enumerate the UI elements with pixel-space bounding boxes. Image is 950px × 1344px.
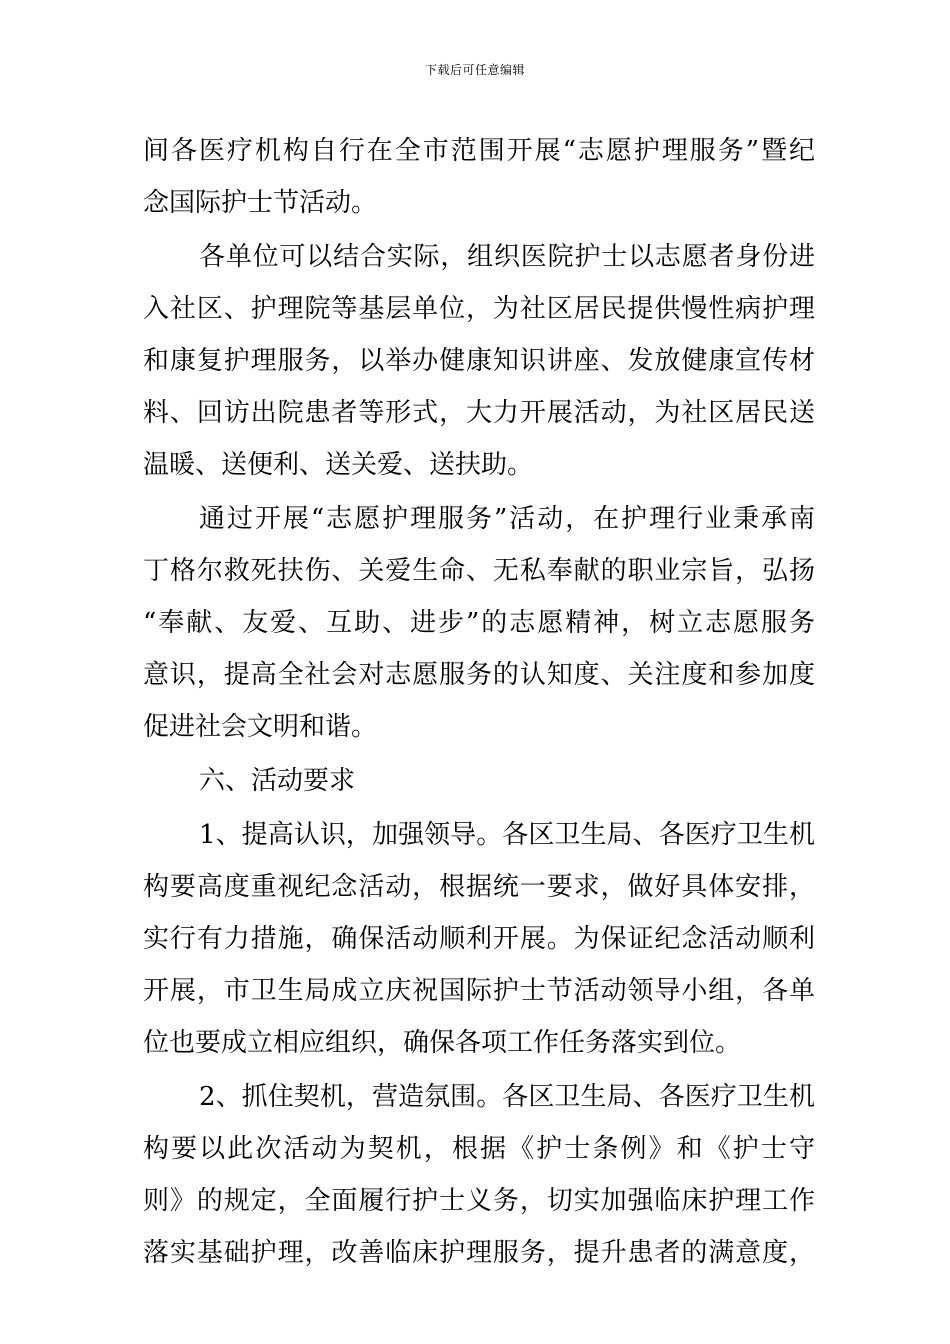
text-line: 构要高度重视纪念活动，根据统一要求，做好具体安排， bbox=[143, 872, 815, 902]
paragraph bbox=[143, 809, 815, 1069]
text-line: 入社区、护理院等基层单位，为社区居民提供慢性病护理 bbox=[143, 294, 815, 324]
text-line: 落实基础护理，改善临床护理服务，提升患者的满意度， bbox=[143, 1238, 815, 1268]
text-line: 间各医疗机构自行在全市范围开展“志愿护理服务”暨纪 bbox=[143, 136, 815, 166]
heading-line: 六、活动要求 bbox=[199, 766, 356, 796]
text-line: 通过开展“志愿护理服务”活动，在护理行业秉承南 bbox=[199, 504, 815, 534]
text-line: 温暖、送便利、送关爱、送扶助。 bbox=[143, 450, 534, 480]
text-line: 构要以此次活动为契机，根据《护士条例》和《护士守 bbox=[143, 1134, 815, 1164]
paragraph bbox=[143, 231, 815, 491]
paragraph bbox=[143, 125, 815, 229]
text-line: 念国际护士节活动。 bbox=[143, 188, 378, 218]
paragraph bbox=[143, 493, 815, 753]
document-body bbox=[143, 125, 815, 1279]
text-line: 则》的规定，全面履行护士义务，切实加强临床护理工作 bbox=[143, 1186, 815, 1216]
text-line: 1、提高认识，加强领导。各区卫生局、各医疗卫生机 bbox=[199, 820, 815, 850]
text-line: 和康复护理服务，以举办健康知识讲座、发放健康宣传材 bbox=[143, 346, 815, 376]
text-line: 意识，提高全社会对志愿服务的认知度、关注度和参加度 bbox=[143, 660, 815, 690]
text-line: “奉献、友爱、互助、进步”的志愿精神，树立志愿服务 bbox=[143, 608, 815, 638]
text-line: 各单位可以结合实际，组织医院护士以志愿者身份进 bbox=[199, 242, 815, 272]
text-line: 开展，市卫生局成立庆祝国际护士节活动领导小组，各单 bbox=[143, 976, 815, 1006]
page-header: 下载后可任意编辑 bbox=[424, 63, 525, 77]
text-line: 2、抓住契机，营造氛围。各区卫生局、各医疗卫生机 bbox=[199, 1082, 815, 1112]
text-line: 实行有力措施，确保活动顺利开展。为保证纪念活动顺利 bbox=[143, 924, 815, 954]
text-line: 促进社会文明和谐。 bbox=[143, 712, 378, 742]
text-line: 位也要成立相应组织，确保各项工作任务落实到位。 bbox=[143, 1028, 742, 1058]
text-line: 丁格尔救死扶伤、关爱生命、无私奉献的职业宗旨，弘扬 bbox=[143, 556, 815, 586]
paragraph bbox=[143, 1071, 815, 1279]
section-heading bbox=[143, 755, 815, 807]
text-line: 料、回访出院患者等形式，大力开展活动，为社区居民送 bbox=[143, 398, 815, 428]
